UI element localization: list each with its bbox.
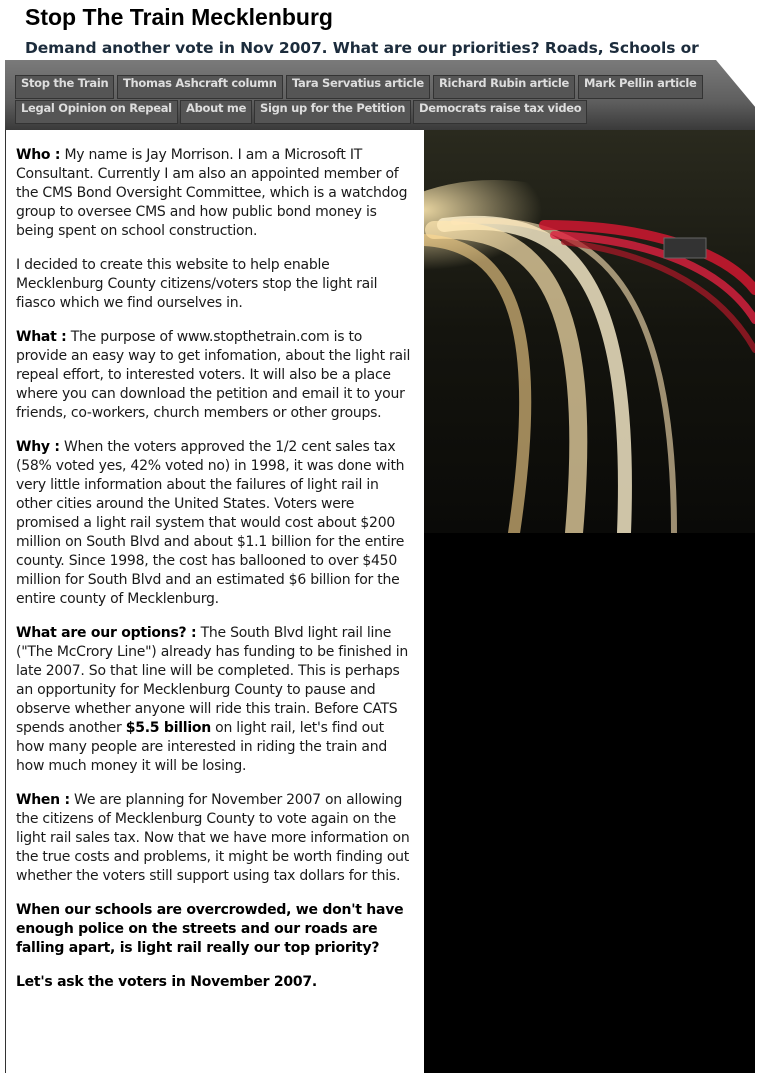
priority-text: When our schools are overcrowded, we don't have enough police on the streets and our roads are falling apart, is light rail really our top priority? bbox=[16, 902, 404, 956]
tab-tara-servatius[interactable]: Tara Servatius article bbox=[286, 75, 430, 99]
decided-paragraph: I decided to create this website to help enable Mecklenburg County citizens/voters stop the light rail fiasco which we find ourselves in. bbox=[16, 257, 378, 311]
options-text-end: on light rail, let's find out how many people are interested in riding the train and how much money it will be losing. bbox=[16, 720, 387, 774]
ask-text: Let's ask the voters in November 2007. bbox=[16, 974, 317, 990]
tab-thomas-ashcraft[interactable]: Thomas Ashcraft column bbox=[117, 75, 283, 99]
black-panel bbox=[424, 533, 755, 1073]
when-label: When : bbox=[16, 792, 70, 808]
tab-mark-pellin[interactable]: Mark Pellin article bbox=[578, 75, 703, 99]
who-paragraph bbox=[16, 146, 416, 241]
who-label: Who : bbox=[16, 147, 61, 163]
tab-richard-rubin[interactable]: Richard Rubin article bbox=[433, 75, 575, 99]
ask-paragraph bbox=[16, 973, 416, 992]
tab-legal-opinion[interactable]: Legal Opinion on Repeal bbox=[15, 100, 178, 124]
tab-stop-the-train[interactable]: Stop the Train bbox=[15, 75, 114, 99]
what-text: The purpose of www.stopthetrain.com is to provide an easy way to get infomation, about the light rail repeal effort, to interested voters. It will also be a place where you can download the petition and email it to your friends, co-workers, church members or other groups. bbox=[16, 329, 411, 421]
tab-about-me[interactable]: About me bbox=[180, 100, 252, 124]
options-label: What are our options? : bbox=[16, 625, 197, 641]
when-text: We are planning for November 2007 on allowing the citizens of Mecklenburg County to vote again on the light rail sales tax. Now that we have more information on the true costs and problems, it might be worth finding out whether the voters still support using tax dollars for this. bbox=[16, 792, 410, 884]
what-label: What : bbox=[16, 329, 67, 345]
main-content bbox=[5, 130, 424, 1073]
options-text: The South Blvd light rail line ("The McCrory Line") already has funding to be finished in late 2007. So that line will be completed. This is perhaps an opportunity for Mecklenburg County to pause and observe whether anyone will ride this train. Before CATS spends another bbox=[16, 625, 408, 736]
what-paragraph bbox=[16, 328, 416, 423]
highway-light-trails-image bbox=[424, 130, 755, 533]
who-text: My name is Jay Morrison. I am a Microsoft IT Consultant. Currently I am also an appointed member of the CMS Bond Oversight Committee, which is a watchdog group to oversee CMS and how public bond money is being spent on school construction. bbox=[16, 147, 408, 239]
site-subtitle: Demand another vote in Nov 2007. What are our priorities? Roads, Schools or bbox=[25, 39, 699, 57]
why-label: Why : bbox=[16, 439, 60, 455]
why-text: When the voters approved the 1/2 cent sales tax (58% voted yes, 42% voted no) in 1998, it was done with very little information about the failures of light rail in other cities around the United States. Voters were promised a light rail system that would cost about $200 million on South Blvd and about $1.1 billion for the entire county. Since 1998, the cost has ballooned to over $450 million for South Blvd and an estimated $6 billion for the entire county of Mecklenburg. bbox=[16, 439, 405, 607]
tab-democrats-video[interactable]: Democrats raise tax video bbox=[413, 100, 587, 124]
tab-petition[interactable]: Sign up for the Petition bbox=[254, 100, 411, 124]
why-paragraph bbox=[16, 438, 416, 609]
priority-paragraph bbox=[16, 901, 416, 958]
site-title: Stop The Train Mecklenburg bbox=[25, 4, 333, 30]
options-amount: $5.5 billion bbox=[125, 720, 211, 736]
options-paragraph bbox=[16, 624, 416, 776]
when-paragraph bbox=[16, 791, 416, 886]
